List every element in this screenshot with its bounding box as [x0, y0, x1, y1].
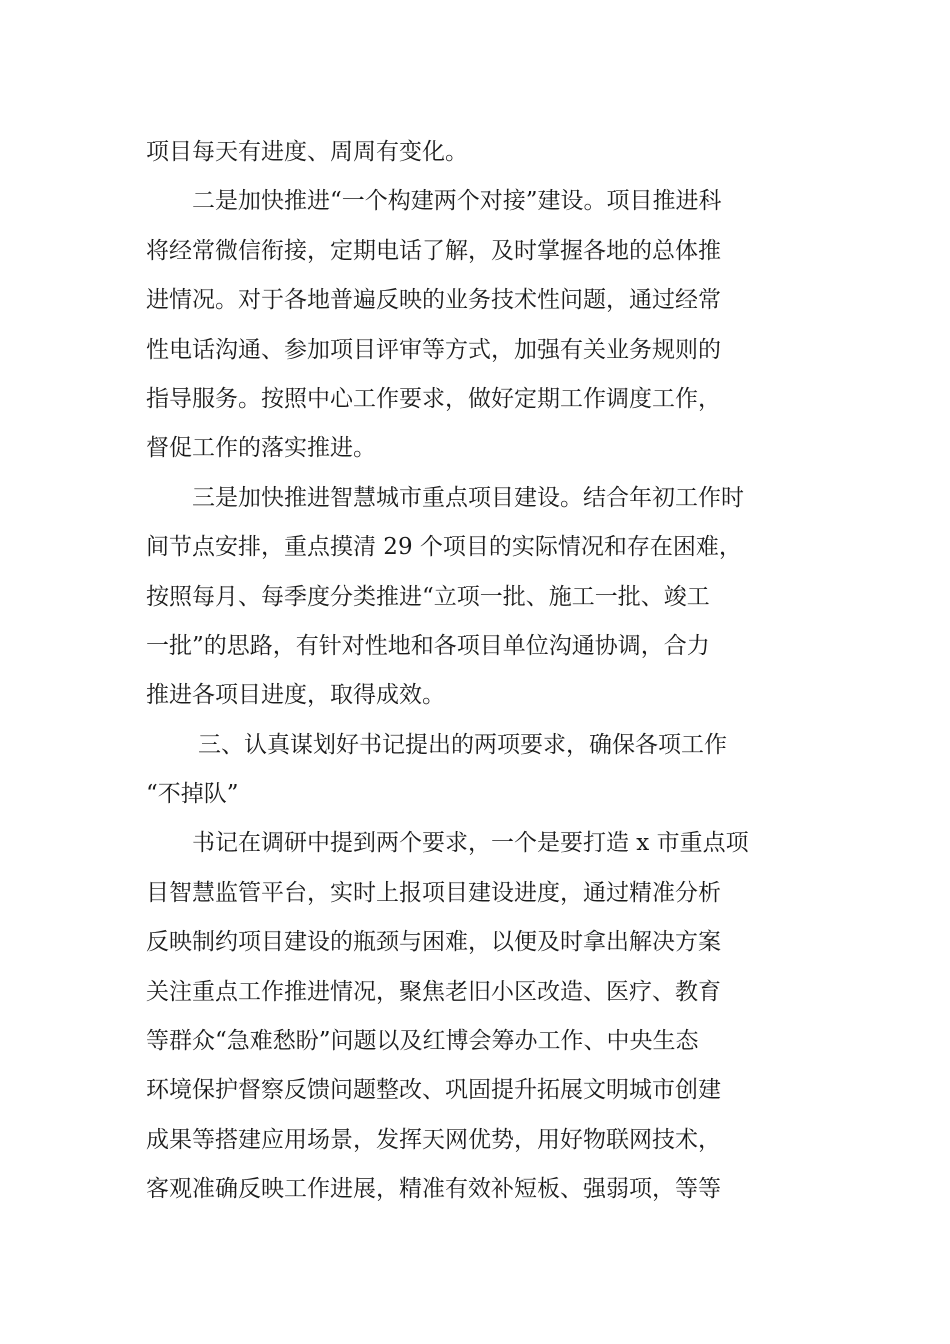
text-line: 按照每月、每季度分类推进“立项一批、施工一批、竣工 — [146, 583, 710, 610]
text-line: 客观准确反映工作进展，精准有效补短板、强弱项，等等 — [146, 1176, 721, 1203]
text-line: 间节点安排，重点摸清 29 个项目的实际情况和存在困难， — [146, 534, 742, 561]
text-line: 书记在调研中提到两个要求，一个是要打造 x 市重点项 — [192, 830, 749, 857]
document-body — [146, 128, 808, 1215]
text-line: 等群众“急难愁盼”问题以及红博会筹办工作、中央生态 — [146, 1028, 699, 1055]
text-line: 性电话沟通、参加项目评审等方式，加强有关业务规则的 — [146, 336, 721, 363]
text-line: 进情况。对于各地普遍反映的业务技术性问题，通过经常 — [146, 287, 721, 314]
text-line: 反映制约项目建设的瓶颈与困难，以便及时拿出解决方案 — [146, 929, 721, 956]
text-line: 二是加快推进“一个构建两个对接”建设。项目推进科 — [192, 188, 722, 215]
text-line: 推进各项目进度，取得成效。 — [146, 682, 445, 709]
text-line: 一批”的思路，有针对性地和各项目单位沟通协调，合力 — [146, 632, 710, 659]
text-line: 目智慧监管平台，实时上报项目建设进度，通过精准分析 — [146, 879, 721, 906]
text-line: 关注重点工作推进情况，聚焦老旧小区改造、医疗、教育 — [146, 978, 721, 1005]
text-line: 环境保护督察反馈问题整改、巩固提升拓展文明城市创建 — [146, 1077, 721, 1104]
text-line: 指导服务。按照中心工作要求，做好定期工作调度工作， — [146, 385, 721, 412]
text-line: “不掉队” — [146, 781, 239, 808]
text-line: 项目每天有进度、周周有变化。 — [146, 139, 468, 165]
text-line: 成果等搭建应用场景，发挥天网优势，用好物联网技术， — [146, 1126, 721, 1153]
text-line: 三、认真谋划好书记提出的两项要求，确保各项工作 — [198, 731, 727, 758]
text-line: 将经常微信衔接，定期电话了解，及时掌握各地的总体推 — [146, 237, 721, 264]
text-line: 督促工作的落实推进。 — [146, 435, 376, 462]
text-line: 三是加快推进智慧城市重点项目建设。结合年初工作时 — [192, 484, 744, 511]
